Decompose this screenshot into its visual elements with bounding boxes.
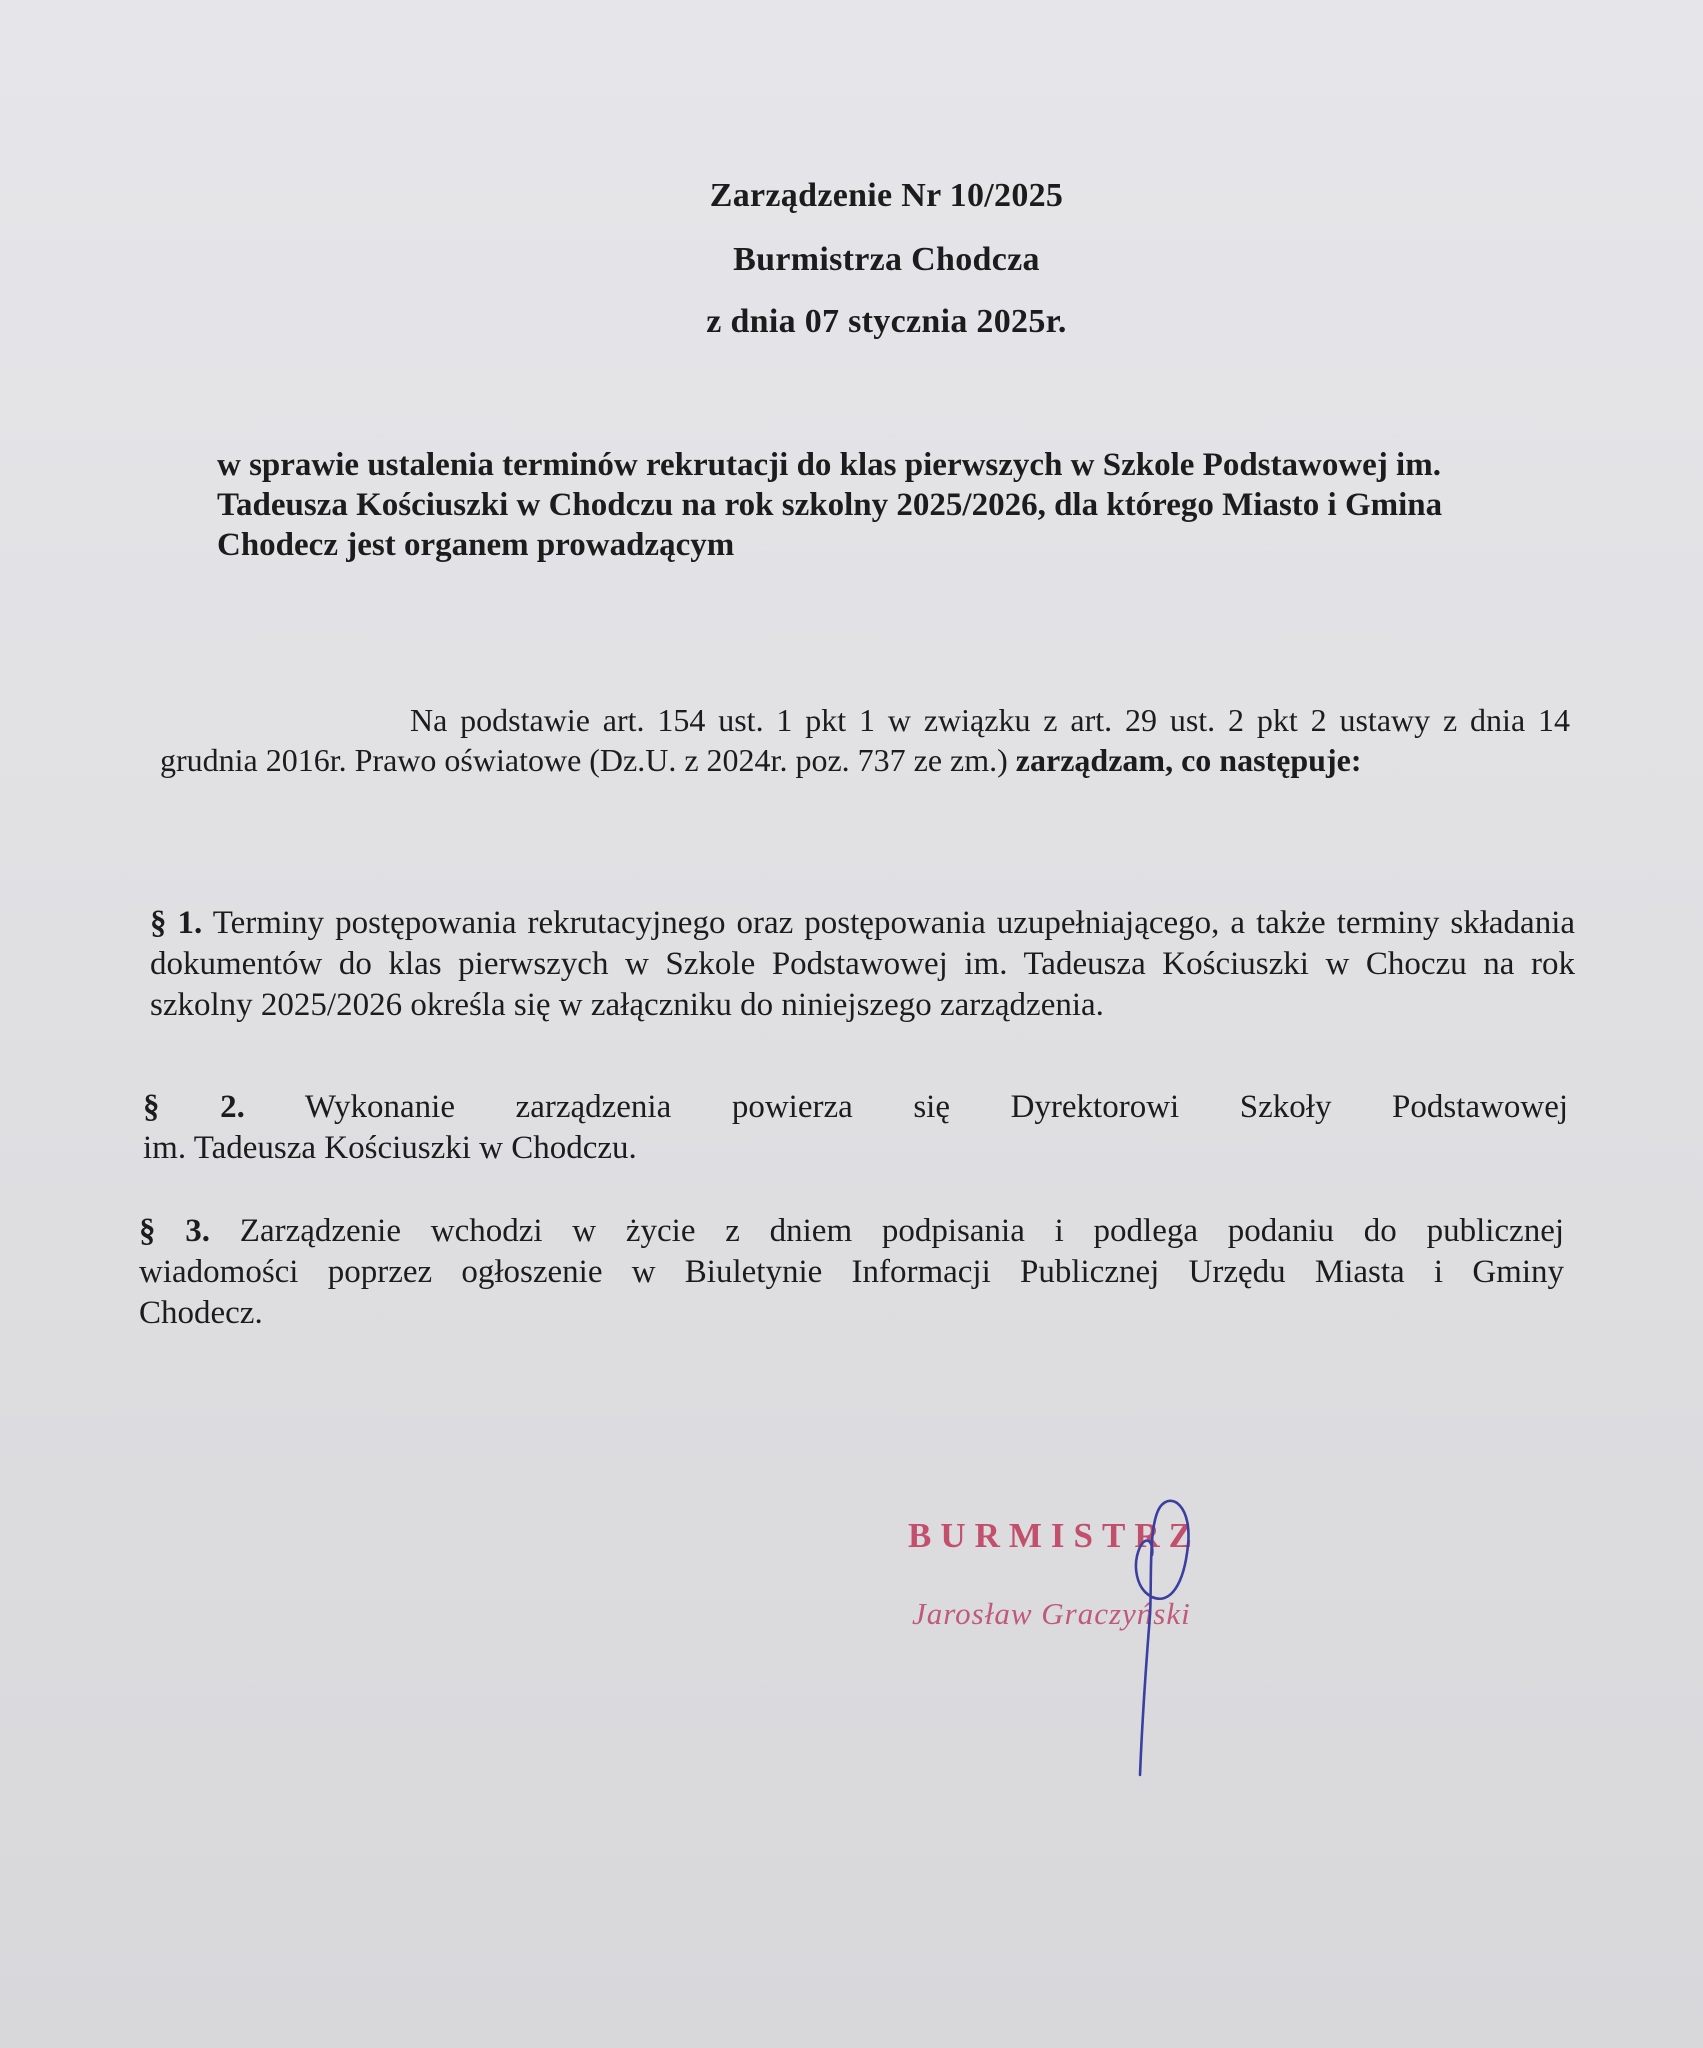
- paragraph-3-number: § 3.: [139, 1213, 211, 1249]
- paragraph-2-text: Wykonanie zarządzenia powierza się Dyrektorowi Szkoły Podstawowej: [304, 1089, 1569, 1125]
- paragraph-3-text: Zarządzenie wchodzi w życie z dniem podpisania i podlega podaniu do publicznej wiadomości poprzez ogłoszenie w Biuletynie Informacji Publicznej Urzędu Miasta i Gminy Chodecz.: [139, 1213, 1565, 1331]
- signature-stroke: [1136, 1501, 1189, 1775]
- decision-text: zarządzam, co następuje:: [1015, 742, 1362, 778]
- paragraph-1-number: § 1.: [150, 905, 203, 941]
- stamp-title: BURMISTRZ: [908, 1516, 1201, 1555]
- stamp-name: Jarosław Graczyński: [912, 1596, 1191, 1631]
- legal-basis: [160, 700, 1570, 780]
- paragraph-1-text: Terminy postępowania rekrutacyjnego oraz postępowania uzupełniającego, a także terminy składania dokumentów do klas pierwszych w Szkole Podstawowej im. Tadeusza Kościuszki w Choczu na rok szkolny 2025/2026 określa się w załączniku do niniejszego zarządzenia.: [150, 905, 1576, 1023]
- paragraph-2-text-tail: im. Tadeusza Kościuszki w Chodczu.: [143, 1130, 637, 1166]
- paragraph-2: [143, 1087, 1568, 1169]
- subject-heading: w sprawie ustalenia terminów rekrutacji do klas pierwszych w Szkole Podstawowej im. Tadeusza Kościuszki w Chodczu na rok szkolny 2025/2026, dla którego Miasto i Gmina Chodecz jest organem prowadzącym: [217, 447, 1443, 563]
- handwritten-signature: [1080, 1485, 1220, 1785]
- paragraph-2-number: § 2.: [143, 1089, 245, 1125]
- document-title: Zarządzenie Nr 10/2025: [709, 177, 1064, 214]
- issuer-line: Burmistrza Chodcza: [733, 241, 1040, 278]
- legal-basis-text: Na podstawie art. 154 ust. 1 pkt 1 w związku z art. 29 ust. 2 pkt 2 ustawy z dnia 14 grudnia 2016r. Prawo oświatowe (Dz.U. z 2024r. poz. 737 ze zm.): [160, 702, 1570, 778]
- paragraph-3: [139, 1211, 1564, 1334]
- date-line: z dnia 07 stycznia 2025r.: [706, 303, 1067, 340]
- paragraph-1: [150, 903, 1575, 1026]
